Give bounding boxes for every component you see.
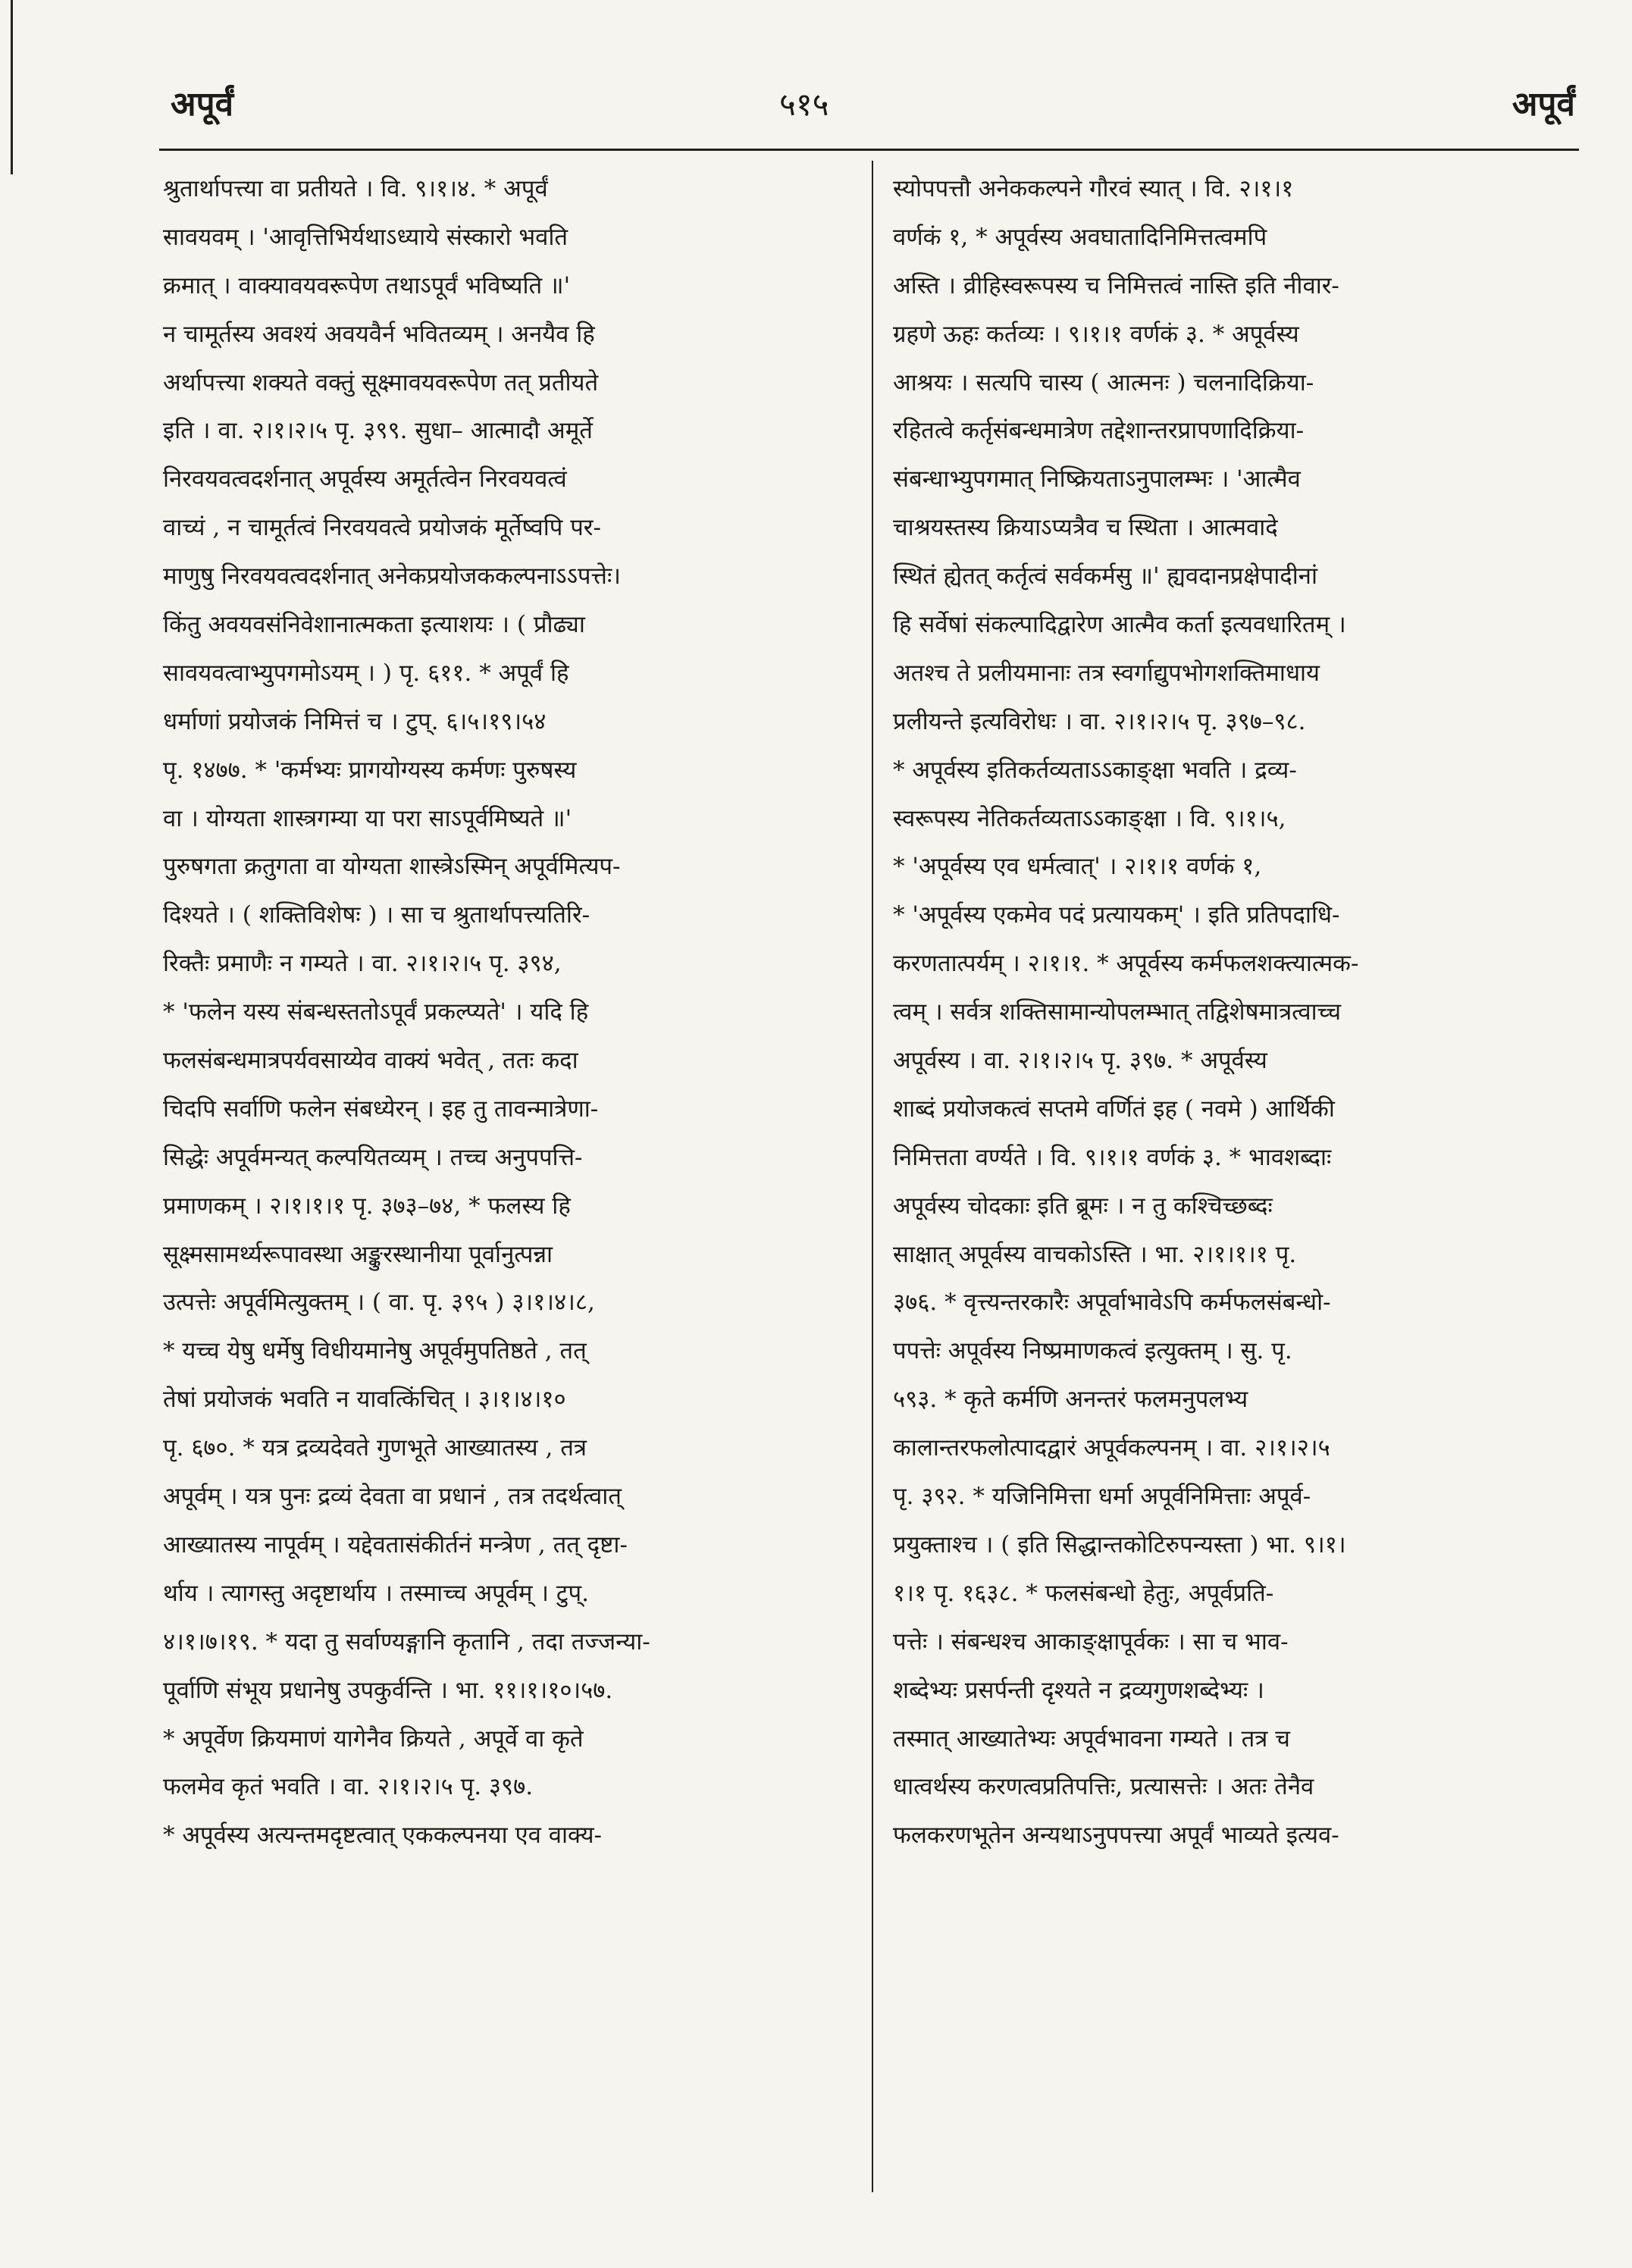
text-line: ५९३. * कृते कर्मणि अनन्तरं फलमनुपलभ्य xyxy=(893,1386,1248,1414)
text-line: * यच्च येषु धर्मेषु विधीयमानेषु अपूर्वमुपतिष्ठते , तत् xyxy=(163,1337,587,1365)
text-line: १।१ पृ. १६३८. * फलसंबन्धो हेतुः, अपूर्वप्रति- xyxy=(893,1579,1274,1607)
text-line: फलसंबन्धमात्रपर्यवसाय्येव वाक्यं भवेत् , ततः कदा xyxy=(163,1047,578,1075)
text-line: पृ. १४७७. * 'कर्मभ्यः प्रागयोग्यस्य कर्मणः पुरुषस्य xyxy=(163,756,577,784)
text-line: निरवयवत्वदर्शनात् अपूर्वस्य अमूर्तत्वेन निरवयवत्वं xyxy=(163,465,567,493)
text-line: पूर्वाणि संभूय प्रधानेषु उपकुर्वन्ति । भा. ११।१।१०।५७. xyxy=(163,1676,613,1704)
text-line: तस्मात् आख्यातेभ्यः अपूर्वभावना गम्यते । तत्र च xyxy=(893,1724,1290,1753)
text-line: पृ. ६७०. * यत्र द्रव्यदेवते गुणभूते आख्यातस्य , तत्र xyxy=(163,1434,587,1462)
text-line: वर्णकं १, * अपूर्वस्य अवघातादिनिमित्तत्वमपि xyxy=(893,223,1267,251)
text-line: प्रलीयन्ते इत्यविरोधः । वा. २।१।२।५ पृ. ३९७–९८. xyxy=(893,707,1306,735)
text-line: माणुषु निरवयवत्वदर्शनात् अनेकप्रयोजककल्पनाऽऽपत्तेः। xyxy=(163,562,621,590)
text-line: क्रमात् । वाक्यावयवरूपेण तथाऽपूर्वं भविष्यति ॥' xyxy=(163,271,571,299)
text-line: शाब्दं प्रयोजकत्वं सप्तमे वर्णितं इह ( नवमे ) आर्थिकी xyxy=(893,1095,1335,1123)
text-line: श्रुतार्थापत्त्या वा प्रतीयते । वि. ९।१।४. * अपूर्वं xyxy=(163,175,548,202)
text-line: फलकरणभूतेन अन्यथाऽनुपपत्त्या अपूर्वं भाव्यते इत्यव- xyxy=(893,1822,1339,1850)
header-left-word: अपूर्वं xyxy=(171,85,234,124)
text-line: आख्यातस्य नापूर्वम् । यद्देवतासंकीर्तनं मन्त्रेण , तत् दृष्टा- xyxy=(163,1530,628,1558)
text-line: * 'अपूर्वस्य एव धर्मत्वात्' । २।१।१ वर्णकं १, xyxy=(893,853,1262,881)
text-line: * अपूर्वेण क्रियमाणं यागेनैव क्रियते , अपूर्वे वा कृते xyxy=(163,1724,584,1753)
text-line: ४।१।७।१९. * यदा तु सर्वाण्यङ्गानि कृतानि , तदा तज्जन्या- xyxy=(163,1627,650,1656)
text-line: साक्षात् अपूर्वस्य वाचकोऽस्ति । भा. २।१।१।१ पृ. xyxy=(893,1240,1297,1268)
text-line: फलमेव कृतं भवति । वा. २।१।२।५ पृ. ३९७. xyxy=(163,1773,534,1801)
text-line: तेषां प्रयोजकं भवति न यावत्किंचित् । ३।१।४।१० xyxy=(163,1386,566,1414)
scan-edge-mark xyxy=(11,0,13,174)
text-line: स्योपपत्तौ अनेककल्पने गौरवं स्यात् । वि. २।१।१ xyxy=(893,175,1294,202)
text-line: धर्माणां प्रयोजकं निमित्तं च । टुप्. ६।५।१९।५४ xyxy=(163,707,547,735)
text-line: प्रयुक्ताश्च । ( इति सिद्धान्तकोटिरुपन्यस्ता ) भा. ९।१। xyxy=(893,1530,1346,1558)
header-rule xyxy=(159,149,1579,151)
text-line: किंतु अवयवसंनिवेशानात्मकता इत्याशयः । ( प्रौढ्या xyxy=(163,611,585,639)
page-number: ५१५ xyxy=(779,86,829,123)
text-line: अपूर्वस्य चोदकाः इति ब्रूमः । न तु कश्चिच्छब्दः xyxy=(893,1192,1273,1220)
text-line: * अपूर्वस्य अत्यन्तमदृष्टत्वात् एककल्पनया एव वाक्य- xyxy=(163,1822,603,1850)
left-column xyxy=(163,165,860,1860)
text-line: सावयवम् । 'आवृत्तिभिर्यथाऽध्याये संस्कारो भवति xyxy=(163,223,569,251)
text-line: अस्ति । व्रीहिस्वरूपस्य च निमित्तत्वं नास्ति इति नीवार- xyxy=(893,271,1339,299)
text-line: * 'फलेन यस्य संबन्धस्ततोऽपूर्वं प्रकल्प्यते' । यदि हि xyxy=(163,998,589,1026)
text-line: निमित्तता वर्ण्यते । वि. ९।१।१ वर्णकं ३. * भावशब्दाः xyxy=(893,1143,1332,1171)
column-divider xyxy=(872,161,873,2192)
text-line: अपूर्वम् । यत्र पुनः द्रव्यं देवता वा प्रधानं , तत्र तदर्थत्वात् xyxy=(163,1483,622,1511)
text-line: रिक्तैः प्रमाणैः न गम्यते । वा. २।१।२।५ पृ. ३९४, xyxy=(163,950,562,978)
text-line: सिद्धेः अपूर्वमन्यत् कल्पयितव्यम् । तच्च अनुपपत्ति- xyxy=(163,1143,583,1171)
text-line: रहितत्वे कर्तृसंबन्धमात्रेण तद्देशान्तरप्रापणादिक्रिया- xyxy=(893,417,1305,445)
text-line: सावयवत्वाभ्युपगमोऽयम् । ) पृ. ६११. * अपूर्वं हि xyxy=(163,659,569,687)
text-line: स्थितं ह्येतत् कर्तृत्वं सर्वकर्मसु ॥' ह्यवदानप्रक्षेपादीनां xyxy=(893,562,1318,590)
text-line: वाच्यं , न चामूर्तत्वं निरवयवत्वे प्रयोजकं मूर्तेष्वपि पर- xyxy=(163,514,601,542)
text-line: ३७६. * वृत्त्यन्तरकारैः अपूर्वाभावेऽपि कर्मफलसंबन्धो- xyxy=(893,1289,1331,1317)
text-line: धात्वर्थस्य करणत्वप्रतिपत्तिः, प्रत्यासत्तेः । अतः तेनैव xyxy=(893,1773,1314,1801)
text-line: सूक्ष्मसामर्थ्यरूपावस्था अङ्कुरस्थानीया पूर्वानुत्पन्ना xyxy=(163,1240,553,1268)
text-line: कालान्तरफलोत्पादद्वारं अपूर्वकल्पनम् । वा. २।१।२।५ xyxy=(893,1434,1330,1462)
text-line: र्थाय । त्यागस्तु अदृष्टार्थाय । तस्माच्च अपूर्वम् । टुप्. xyxy=(163,1579,589,1607)
text-line: चिदपि सर्वाणि फलेन संबध्येरन् । इह तु तावन्मात्रेणा- xyxy=(163,1095,599,1123)
right-column xyxy=(893,165,1587,1860)
text-line: न चामूर्तस्य अवश्यं अवयवैर्न भवितव्यम् । अनयैव हि xyxy=(163,320,595,348)
text-line: पपत्तेः अपूर्वस्य निष्प्रमाणकत्वं इत्युक्तम् । सु. पृ. xyxy=(893,1337,1292,1365)
text-line: * 'अपूर्वस्य एकमेव पदं प्रत्यायकम्' । इति प्रतिपदाधि- xyxy=(893,901,1340,929)
text-line: अर्थापत्त्या शक्यते वक्तुं सूक्ष्मावयवरूपेण तत् प्रतीयते xyxy=(163,368,599,396)
text-line: त्वम् । सर्वत्र शक्तिसामान्योपलम्भात् तद्विशेषमात्रत्वाच्च xyxy=(893,998,1342,1026)
text-line: संबन्धाभ्युपगमात् निष्क्रियताऽनुपालम्भः । 'आत्मैव xyxy=(893,465,1301,493)
text-line: ग्रहणे ऊहः कर्तव्यः । ९।१।१ वर्णकं ३. * अपूर्वस्य xyxy=(893,320,1299,348)
text-line: स्वरूपस्य नेतिकर्तव्यताऽऽकाङ्क्षा । वि. ९।१।५, xyxy=(893,804,1286,832)
text-line: हि सर्वेषां संकल्पादिद्वारेण आत्मैव कर्ता इत्यवधारितम् । xyxy=(893,611,1346,639)
text-line: उत्पत्तेः अपूर्वमित्युक्तम् । ( वा. पृ. ३९५ ) ३।१।४।८, xyxy=(163,1289,595,1317)
text-line: वा । योग्यता शास्त्रगम्या या परा साऽपूर्वमिष्यते ॥' xyxy=(163,804,572,832)
text-line: * अपूर्वस्य इतिकर्तव्यताऽऽकाङ्क्षा भवति । द्रव्य- xyxy=(893,756,1297,784)
text-line: पृ. ३९२. * यजिनिमित्ता धर्मा अपूर्वनिमित्ताः अपूर्व- xyxy=(893,1483,1311,1511)
header-right-word: अपूर्वं xyxy=(1511,85,1575,124)
text-line: करणतात्पर्यम् । २।१।१. * अपूर्वस्य कर्मफलशक्त्यात्मक- xyxy=(893,950,1359,978)
text-line: प्रमाणकम् । २।१।१।१ पृ. ३७३–७४, * फलस्य हि xyxy=(163,1192,571,1220)
text-line: पुरुषगता क्रतुगता वा योग्यता शास्त्रेऽस्मिन् अपूर्वमित्यप- xyxy=(163,853,621,881)
text-line: अतश्च ते प्रलीयमानाः तत्र स्वर्गाद्युपभोगशक्तिमाधाय xyxy=(893,659,1320,687)
text-line: इति । वा. २।१।२।५ पृ. ३९९. सुधा– आत्मादौ अमूर्ते xyxy=(163,417,593,445)
text-line: दिश्यते । ( शक्तिविशेषः ) । सा च श्रुतार्थापत्त्यतिरि- xyxy=(163,901,590,929)
text-line: पत्तेः । संबन्धश्च आकाङ्क्षापूर्वकः । सा च भाव- xyxy=(893,1627,1289,1656)
text-line: शब्देभ्यः प्रसर्पन्ती दृश्यते न द्रव्यगुणशब्देभ्यः । xyxy=(893,1676,1264,1704)
text-line: अपूर्वस्य । वा. २।१।२।५ पृ. ३९७. * अपूर्वस्य xyxy=(893,1047,1267,1075)
text-line: चाश्रयस्तस्य क्रियाऽप्यत्रैव च स्थिता । आत्मवादे xyxy=(893,514,1278,542)
text-line: आश्रयः । सत्यपि चास्य ( आत्मनः ) चलनादिक्रिया- xyxy=(893,368,1314,396)
